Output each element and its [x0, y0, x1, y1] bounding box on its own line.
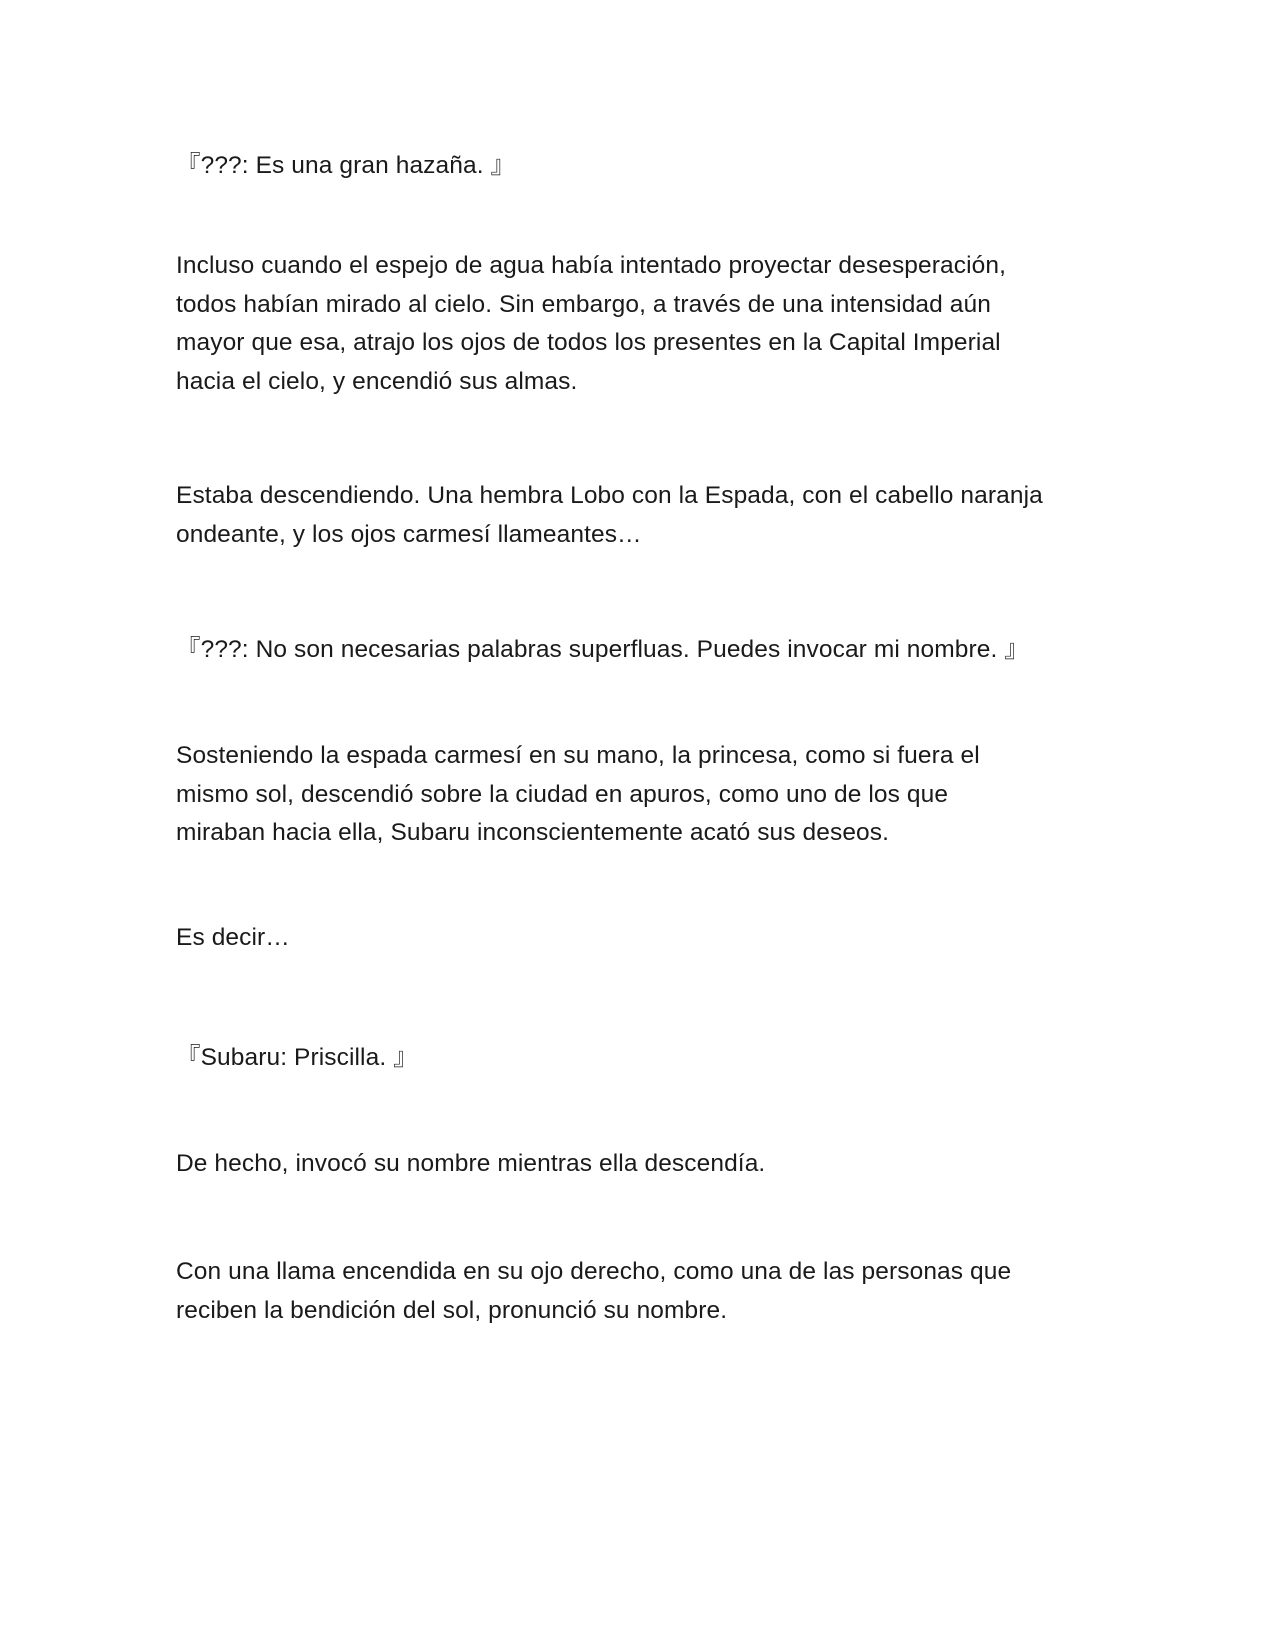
- text-line: Estaba descendiendo. Una hembra Lobo con la Espada, con el cabello naranja: [176, 482, 1043, 509]
- narration-paragraph: [176, 1145, 1106, 1184]
- text-line: reciben la bendición del sol, pronunció su nombre.: [176, 1296, 728, 1324]
- dialogue-line: [176, 631, 1106, 670]
- text-line: mismo sol, descendió sobre la ciudad en apuros, como uno de los que: [176, 780, 949, 808]
- narration-paragraph: [176, 1253, 1106, 1330]
- narration-paragraph: [176, 919, 1106, 958]
- text-line: Sosteniendo la espada carmesí en su mano, la princesa, como si fuera el: [176, 742, 980, 769]
- text-line: miraban hacia ella, Subaru inconscientemente acató sus deseos.: [176, 819, 890, 846]
- text-line: De hecho, invocó su nombre mientras ella descendía.: [176, 1150, 766, 1177]
- text-line: Es decir…: [176, 924, 290, 951]
- narration-paragraph: [176, 247, 1106, 401]
- text-line: ondeante, y los ojos carmesí llameantes…: [176, 520, 642, 548]
- text-line: 『Subaru: Priscilla. 』: [176, 1044, 418, 1071]
- narration-paragraph: [176, 477, 1106, 554]
- text-line: Incluso cuando el espejo de agua había intentado proyectar desesperación,: [176, 252, 1006, 279]
- text-line: Con una llama encendida en su ojo derecho, como una de las personas que: [176, 1258, 1012, 1285]
- text-line: hacia el cielo, y encendió sus almas.: [176, 367, 578, 395]
- text-line: 『???: Es una gran hazaña. 』: [176, 152, 516, 179]
- dialogue-line: [176, 1039, 1106, 1078]
- dialogue-line: [176, 147, 1106, 186]
- narration-paragraph: [176, 737, 1106, 853]
- text-line: todos habían mirado al cielo. Sin embargo, a través de una intensidad aún: [176, 290, 991, 318]
- text-line: mayor que esa, atrajo los ojos de todos los presentes en la Capital Imperial: [176, 329, 1001, 356]
- text-line: 『???: No son necesarias palabras superfluas. Puedes invocar mi nombre. 』: [176, 636, 1029, 663]
